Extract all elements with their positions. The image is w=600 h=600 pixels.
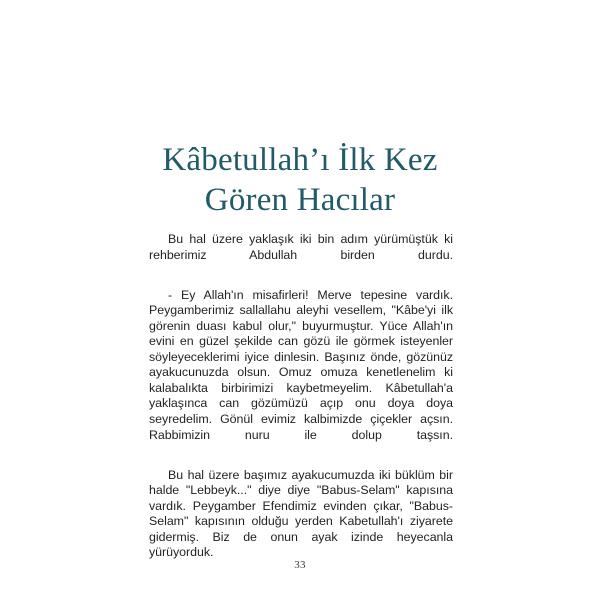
body-paragraph-2: - Ey Allah'ın misafirleri! Merve tepesine vardık. Peygamberimiz sallallahu aleyhi vesellem, "Kâbe'yi ilk görenin duası kabul olur," buyurmuştur. Yüce Allah'ın evini en güzel şekilde can gözü ile görmek isteyenler söyleyeceklerimi iyice dinlesin. Başınız önde, gözünüz ayakucunuzda olsun. Omuz omuza kenetlenelim ki kalabalıkta birbirimizi kaybetmeyelim. Kâbetullah'a yaklaşınca can gözümüzü açıp onu doya doya seyredelim. Gönül evimiz kalbimizde çiçekler açsın. Rabbimizin nuru ile dolup taşsın. (149, 287, 453, 442)
page-number: 33 (294, 559, 306, 571)
chapter-title-line-1: Kâbetullah’ı İlk Kez (162, 142, 438, 179)
body-paragraph-3: Bu hal üzere başımız ayakucumuzda iki büklüm bir halde "Lebbeyk..." diye diye "Babus-Selam" kapısına vardık. Peygamber Efendimiz evinden çıkar, "Babus-Selam" kapısının olduğu yerden Kabetullah'ı ziyarete gidermiş. Biz de onun ayak izinde heyecanla yürüyorduk. (149, 467, 453, 560)
body-paragraph-1: Bu hal üzere yaklaşık iki bin adım yürümüştük ki rehberimiz Abdullah birden durdu. (149, 232, 453, 262)
chapter-title-line-2: Gören Hacılar (204, 182, 396, 219)
body-text-block (149, 232, 453, 576)
chapter-title (0, 140, 600, 220)
